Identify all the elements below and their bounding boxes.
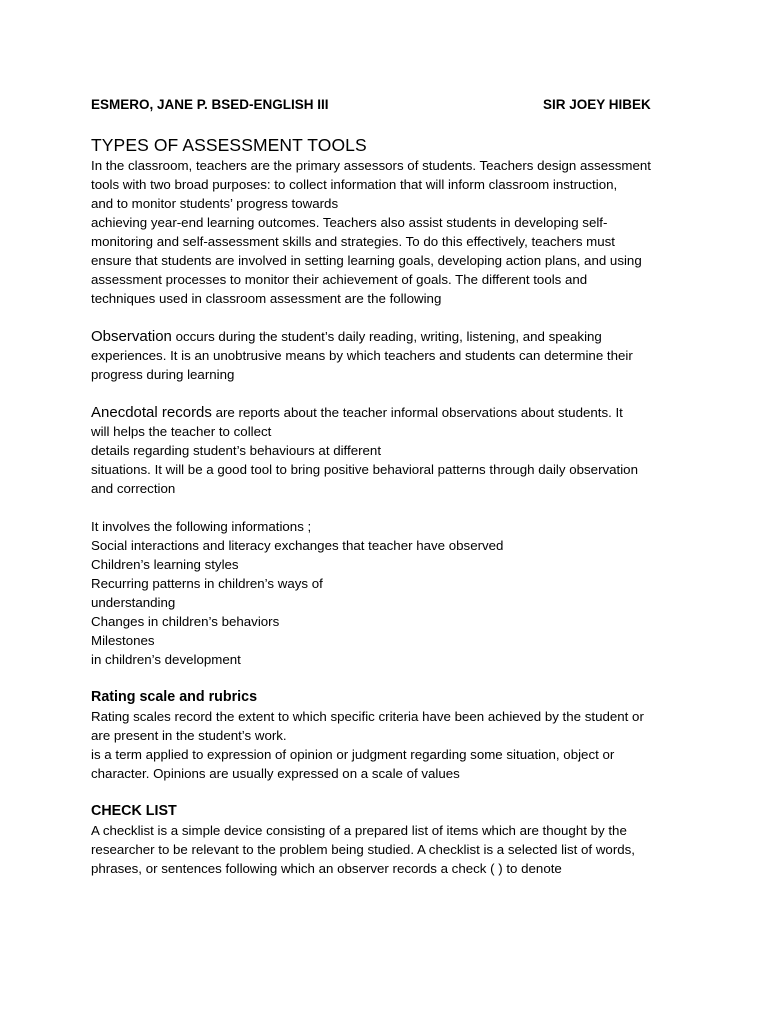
text-line: and to monitor students’ progress towards <box>91 196 339 211</box>
text-line: will helps the teacher to collect <box>91 424 272 439</box>
intro-paragraph <box>91 156 681 308</box>
list-item: understanding <box>91 595 176 610</box>
text-line: monitoring and self-assessment skills and strategies. To do this effectively, teachers must <box>91 234 615 249</box>
list-item: Changes in children’s behaviors <box>91 614 280 629</box>
spacer <box>91 498 681 517</box>
anecdotal-term: Anecdotal records <box>91 404 212 421</box>
observation-section <box>91 327 681 384</box>
anecdotal-section <box>91 403 681 498</box>
text-line <box>91 327 681 346</box>
text-line: and correction <box>91 481 176 496</box>
rating-section <box>91 688 681 783</box>
text-line: assessment processes to monitor their achievement of goals. The different tools and <box>91 272 588 287</box>
text-line: ensure that students are involved in setting learning goals, developing action plans, and using <box>91 253 642 268</box>
text-line: In the classroom, teachers are the primary assessors of students. Teachers design assessment <box>91 158 651 173</box>
observation-first-line: occurs during the student’s daily reading, writing, listening, and speaking <box>171 329 602 344</box>
list-item: Recurring patterns in children’s ways of <box>91 576 323 591</box>
document-header <box>91 96 681 118</box>
text-line: is a term applied to expression of opinion or judgment regarding some situation, object or <box>91 747 615 762</box>
anecdotal-first-line: are reports about the teacher informal observations about students. It <box>211 405 623 420</box>
list-item: Children’s learning styles <box>91 557 239 572</box>
checklist-section <box>91 802 681 878</box>
text-line: A checklist is a simple device consisting of a prepared list of items which are thought by the <box>91 823 627 838</box>
text-line: achieving year-end learning outcomes. Teachers also assist students in developing self- <box>91 215 608 230</box>
spacer <box>91 384 681 403</box>
spacer <box>91 783 681 802</box>
text-line: details regarding student’s behaviours at different <box>91 443 382 458</box>
list-item: Milestones <box>91 633 155 648</box>
author-line: ESMERO, JANE P. BSED-ENGLISH III <box>91 97 329 112</box>
text-line: Rating scales record the extent to which specific criteria have been achieved by the student or <box>91 709 644 724</box>
list-item: Social interactions and literacy exchanges that teacher have observed <box>91 538 504 553</box>
list-item: in children’s development <box>91 652 241 667</box>
observation-term: Observation <box>91 328 172 345</box>
spacer <box>91 669 681 688</box>
spacer <box>91 308 681 327</box>
text-line: progress during learning <box>91 367 235 382</box>
informations-section <box>91 517 681 669</box>
informations-intro: It involves the following informations ; <box>91 519 312 534</box>
text-line <box>91 403 681 422</box>
text-line: situations. It will be a good tool to bring positive behavioral patterns through daily observation <box>91 462 638 477</box>
text-line: character. Opinions are usually expressed on a scale of values <box>91 766 460 781</box>
text-line: experiences. It is an unobtrusive means by which teachers and students can determine their <box>91 348 633 363</box>
text-line: are present in the student’s work. <box>91 728 287 743</box>
text-line: techniques used in classroom assessment are the following <box>91 291 442 306</box>
instructor-name: SIR JOEY HIBEK <box>543 97 651 112</box>
text-line: tools with two broad purposes: to collect information that will inform classroom instruction, <box>91 177 618 192</box>
checklist-heading: CHECK LIST <box>91 803 177 819</box>
text-line: researcher to be relevant to the problem being studied. A checklist is a selected list of words, <box>91 842 635 857</box>
rating-heading: Rating scale and rubrics <box>91 689 258 705</box>
text-line: phrases, or sentences following which an observer records a check ( ) to denote <box>91 861 562 876</box>
document-page <box>91 96 681 878</box>
document-title: TYPES OF ASSESSMENT TOOLS <box>91 135 367 155</box>
